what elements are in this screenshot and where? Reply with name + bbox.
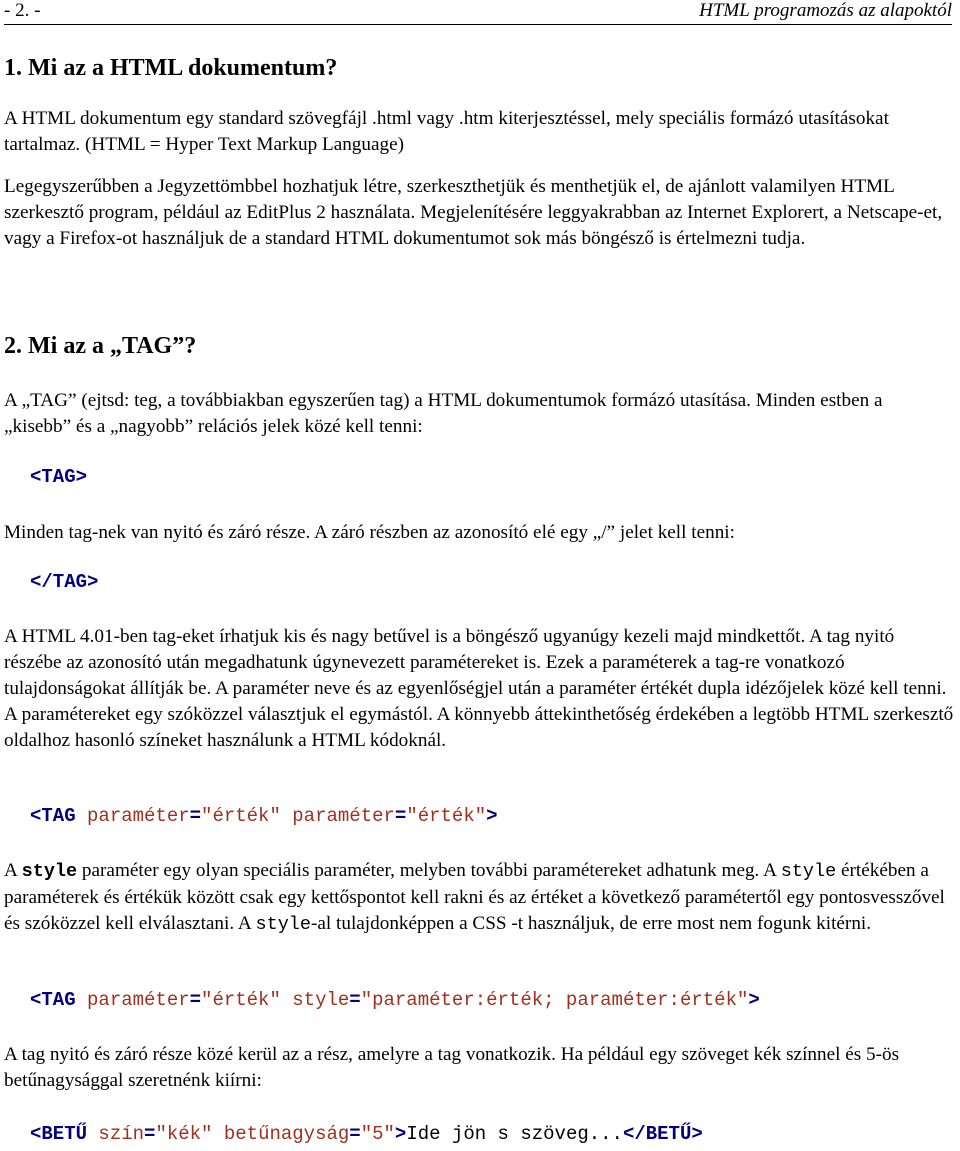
section-2-paragraph-5: A tag nyitó és záró része közé kerül az a rész, amelyre a tag vonatkozik. Ha például egy szöveget kék színnel és 5-ös betűnagysággal szeretnénk kiírni: (4, 1044, 900, 1091)
section-2-paragraph-1: A „TAG” (ejtsd: teg, a továbbiakban egyszerűen tag) a HTML dokumentumok formázó utasítása. Minden estben a „kisebb” és a „nagyobb” relációs jelek közé kell tenni: (4, 390, 883, 437)
section-1-paragraph-1: A HTML dokumentum egy standard szövegfájl .html vagy .htm kiterjesztéssel, mely speciális formázó utasításokat tartalmaz. (HTML = Hyper Text Markup Language) (4, 108, 889, 155)
style-keyword: style (780, 861, 837, 882)
section-1-paragraph-2: Legegyszerűbben a Jegyzettömbbel hozhatjuk létre, szerkeszthetjük és menthetjük el, de ajánlott valamilyen HTML szerkesztő program, például az EditPlus 2 használata. Megjelenítésére leggyakrabban az Internet Explorert, a Netscape-et, vagy a Firefox-ot használjuk de a standard HTML dokumentumot sok más böngésző is értelmezni tudja. (4, 176, 943, 249)
code-example-font (30, 1122, 703, 1146)
code-equals: = (394, 805, 407, 827)
running-title: HTML programozás az alapoktól (699, 0, 952, 21)
code-tag-close: > (486, 805, 498, 827)
code-attr-value: "kék" (155, 1123, 213, 1145)
code-attr-value: "5" (360, 1123, 395, 1145)
code-equals: = (144, 1123, 156, 1145)
code-attr-value: "érték" (201, 805, 281, 827)
code-attr-name: betűnagyság (223, 1123, 350, 1145)
page-number: - 2. - (4, 0, 41, 21)
code-example-open-tag: <TAG> (30, 466, 88, 488)
text-run: paraméter egy olyan speciális paraméter, melyben további paramétereket adhatunk meg. A (77, 860, 781, 881)
code-example-parameters (30, 804, 498, 828)
text-run: A (4, 860, 22, 881)
code-attr-name: paraméter (87, 805, 190, 827)
code-equals: = (189, 989, 202, 1011)
code-attr-name: szín (98, 1123, 145, 1145)
code-equals: = (189, 805, 202, 827)
code-attr-value: "érték" (201, 989, 281, 1011)
code-example-style (30, 988, 760, 1012)
code-attr-name: paraméter (87, 989, 190, 1011)
code-tag-close: > (748, 989, 760, 1011)
section-2-paragraph-2: Minden tag-nek van nyitó és záró része. A záró részben az azonosító elé egy „/” jelet kell tenni: (4, 522, 735, 543)
style-keyword: style (255, 914, 311, 935)
code-tag-open: <TAG (30, 989, 76, 1011)
running-header (4, 0, 952, 25)
code-tag-end: </BETŰ> (622, 1123, 703, 1145)
code-tag-gt: > (394, 1123, 407, 1145)
code-equals: = (349, 989, 361, 1011)
text-run: -al tulajdonképpen a CSS -t használjuk, de erre most nem fogunk kitérni. (311, 913, 872, 934)
code-example-close-tag: </TAG> (30, 571, 99, 593)
section-2-paragraph-3: A HTML 4.01-ben tag-eket írhatjuk kis és nagy betűvel is a böngésző ugyanúgy kezeli majd mindkettőt. A tag nyitó részébe az azonosító után megadhatunk úgynevezett paramétereket is. Ezek a paraméterek a tag-re vonatkozó tulajdonságokat állítják be. A paraméter neve és az egyenlőségjel után a paraméter értékét dupla idézőjelek közé kell tenni. A paramétereket egy szóközzel választjuk el egymástól. A könnyebb áttekinthetőség érdekében a legtöbb HTML szerkesztő oldalhoz hasonló színeket használunk a HTML kódoknál. (4, 626, 954, 751)
text-run: értékében a paraméterek és értékük között csak egy kettőspontot kell rakni és az értéket a következő paramétertől egy pontosvesszővel és szóközzel kell elválasztani. A (4, 860, 945, 934)
section-1-heading: 1. Mi az a HTML dokumentum? (4, 55, 338, 81)
code-equals: = (349, 1123, 361, 1145)
code-attr-value: "érték" (406, 805, 487, 827)
code-attr-name: paraméter (292, 805, 395, 827)
code-tag-open: <TAG (30, 805, 76, 827)
code-content: Ide jön s szöveg... (406, 1123, 623, 1145)
section-2-heading: 2. Mi az a „TAG”? (4, 333, 197, 359)
section-2-paragraph-4 (4, 858, 954, 938)
code-tag-open: <BETŰ (30, 1123, 88, 1145)
style-keyword: style (21, 861, 78, 882)
code-attr-value: "paraméter:érték; paraméter:érték" (360, 989, 749, 1011)
code-attr-name: style (292, 989, 350, 1011)
